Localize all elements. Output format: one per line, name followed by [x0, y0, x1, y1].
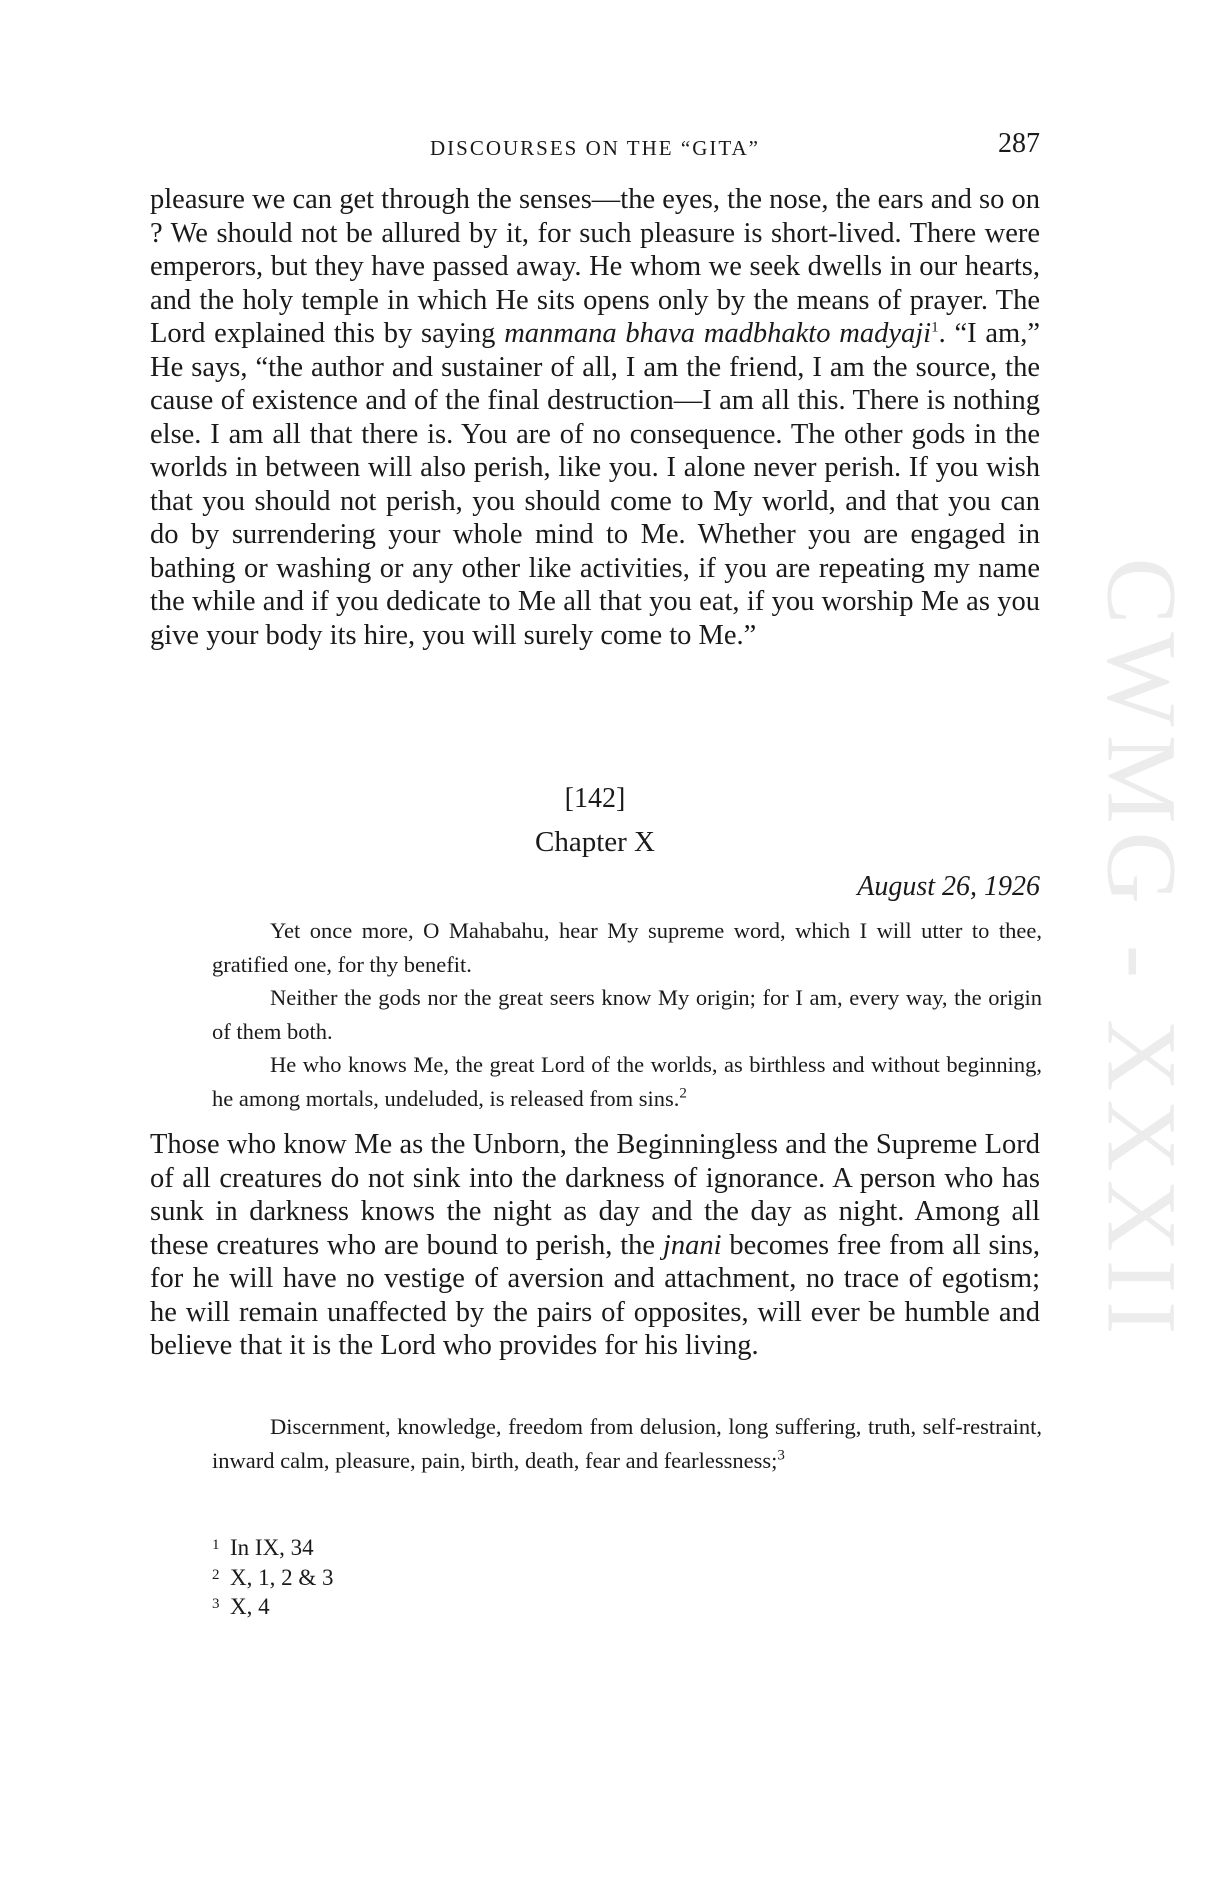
verse-line-text: Discernment, knowledge, freedom from delusion, long suffering, truth, self-restraint, inward calm, pleasure, pain, birth, death, fear and fearlessness; [212, 1414, 1042, 1473]
verse-line: Yet once more, O Mahabahu, hear My supreme word, which I will utter to thee, gratified one, for thy benefit. [212, 918, 1042, 977]
footnote-item [212, 1533, 334, 1563]
verse-quote-1 [212, 914, 1042, 1115]
date-line: August 26, 1926 [857, 871, 1040, 902]
footnote-item [212, 1592, 334, 1622]
footnote-text: X, 4 [230, 1594, 270, 1619]
page-number: 287 [998, 128, 1040, 159]
running-head: DISCOURSES ON THE “GITA” [429, 136, 760, 160]
verse-line [212, 1410, 1042, 1477]
jnani-term: jnani [662, 1229, 722, 1261]
footnote-text: In IX, 34 [230, 1535, 314, 1560]
page-header [150, 128, 1040, 168]
paragraph-2-text-b: becomes free from all sins, for he will have no vestige of aversion and attachment, no trace of egotism; he will remain unaffected by the pairs of opposites, will ever be humble and believe that it is the Lord who provides for his living. [150, 1229, 1040, 1361]
paragraph-2-text-a: Those who know Me as the Unborn, the Beginningless and the Supreme Lord of all creatures do not sink into the darkness of ignorance. A person who has sunk in darkness knows the night as day and the day as night. Among all these creatures who are bound to perish, the [150, 1129, 1040, 1261]
watermark-text: CWMG - XXXII [1086, 557, 1198, 1343]
chapter-title: Chapter X [535, 826, 655, 858]
verse-line: Neither the gods nor the great seers know My origin; for I am, every way, the origin of them both. [212, 985, 1042, 1044]
footnote-item [212, 1563, 334, 1593]
footnote-text: X, 1, 2 & 3 [230, 1564, 334, 1590]
footnote-ref-1: 1 [931, 319, 939, 336]
verse-quote-2 [212, 1410, 1042, 1477]
watermark [1072, 420, 1212, 1480]
footnote-number: 1 [212, 1537, 220, 1553]
footnote-ref-3: 3 [777, 1447, 785, 1463]
section-number: [142] [564, 783, 626, 814]
paragraph-1-text-a: pleasure we can get through the senses—the eyes, the nose, the ears and so on ? We should not be allured by it, for such pleasure is short-lived. There were emperors, but they have passed away. He whom we seek dwells in our hearts, and the holy temple in which He sits opens only by the means of prayer. The Lord explained this by saying [150, 184, 1040, 349]
footnote-number: 2 [212, 1566, 220, 1583]
footnote-number: 3 [212, 1596, 220, 1612]
paragraph-1 [150, 183, 1040, 652]
verse-line-text: He who knows Me, the great Lord of the worlds, as birthless and without beginning, he among mortals, undeluded, is released from sins. [212, 1052, 1042, 1111]
sanskrit-phrase: manmana bhava madbhakto madyaji [504, 318, 932, 349]
footnote-ref-2: 2 [679, 1085, 687, 1101]
paragraph-2 [150, 1128, 1040, 1363]
footnotes [212, 1533, 334, 1622]
paragraph-1-text-b: . “I am,” He says, “the author and sustainer of all, I am the friend, I am the source, the cause of existence and of the final destruction—I am all this. There is nothing else. I am all that there is. You are of no consequence. The other gods in the worlds in between will also perish, like you. I alone never perish. If you wish that you should not perish, you should come to My world, and that you can do by surrendering your whole mind to Me. Whether you are engaged in bathing or washing or any other like activities, if you are repeating my name the while and if you dedicate to Me all that you eat, if you worship Me as you give your body its hire, you will surely come to Me.” [150, 318, 1041, 651]
verse-line [212, 1048, 1042, 1115]
